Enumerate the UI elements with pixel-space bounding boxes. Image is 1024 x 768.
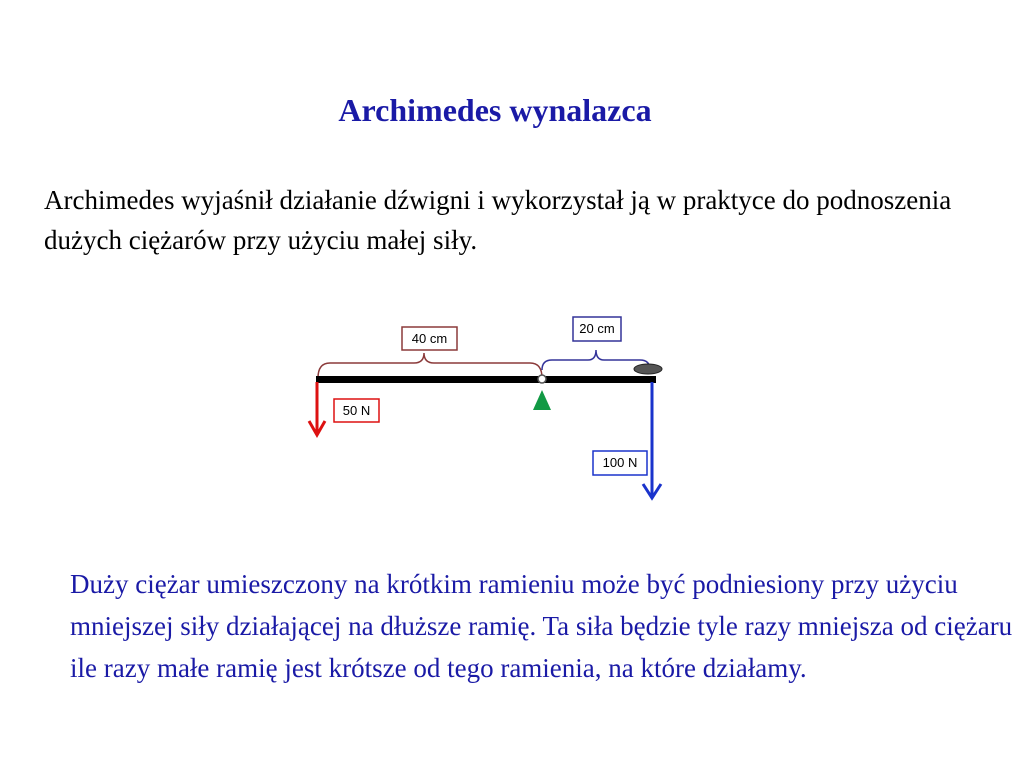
load-weight: [634, 364, 662, 374]
explanation-paragraph: Duży ciężar umieszczony na krótkim ramieniu może być podniesiony przy użyciu mniejszej siły działającej na dłuższe ramię. Ta siła będzie tyle razy mniejsza od ciężaru ile razy małe ramię jest krótsze od tego ramienia, na które działamy.: [70, 569, 1013, 683]
short-arm-label: 20 cm: [579, 321, 615, 336]
slide-title: Archimedes wynalazca: [338, 92, 652, 128]
long-arm-label: 40 cm: [411, 331, 448, 346]
lever-diagram-svg: [300, 308, 680, 508]
pivot-point: [538, 375, 546, 383]
small-force-label: 50 N: [342, 403, 371, 418]
large-force-label: 100 N: [602, 455, 638, 470]
lever-diagram: [300, 308, 680, 508]
long-arm-brace: [318, 353, 542, 378]
fulcrum-triangle: [533, 390, 551, 410]
intro-paragraph: Archimedes wyjaśnił działanie dźwigni i wykorzystał ją w praktyce do podnoszenia dużych ciężarów przy użyciu małej siły.: [44, 185, 952, 255]
short-arm-brace: [542, 350, 650, 370]
lever-bar: [316, 376, 656, 383]
